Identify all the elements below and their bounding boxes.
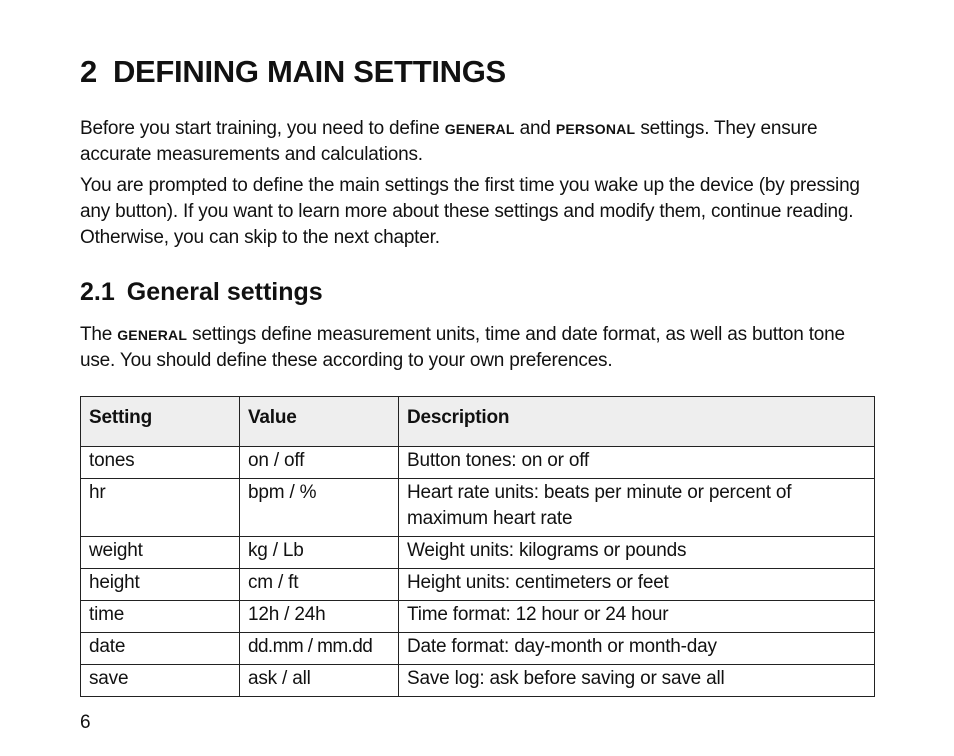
page-number: 6 (80, 712, 91, 733)
cell-description: Time format: 12 hour or 24 hour (399, 601, 875, 633)
cell-value: dd.mm / mm.dd (240, 633, 399, 665)
chapter-heading (80, 54, 506, 90)
section-number: 2.1 (80, 278, 115, 306)
cell-description: Heart rate units: beats per minute or percent of maximum heart rate (399, 479, 875, 537)
intro-text: and (514, 118, 556, 139)
section-paragraph (80, 322, 875, 374)
cell-setting: save (81, 665, 240, 697)
general-keyword: GENERAL (444, 121, 515, 137)
settings-table (80, 396, 875, 697)
table-row (81, 569, 875, 601)
table-row (81, 665, 875, 697)
table-row (81, 601, 875, 633)
table-header-row (81, 397, 875, 447)
chapter-title: DEFINING MAIN SETTINGS (112, 54, 506, 89)
header-value: Value (240, 397, 399, 447)
cell-description: Button tones: on or off (399, 447, 875, 479)
table-row (81, 447, 875, 479)
cell-setting: height (81, 569, 240, 601)
cell-setting: time (81, 601, 240, 633)
header-description: Description (399, 397, 875, 447)
personal-keyword: PERSONAL (555, 121, 636, 137)
cell-description: Save log: ask before saving or save all (399, 665, 875, 697)
cell-setting: hr (81, 479, 240, 537)
cell-setting: weight (81, 537, 240, 569)
intro-paragraph-2: You are prompted to define the main settings the first time you wake up the device (by pressing any button). If you want to learn more about these settings and modify them, continue reading. Otherwise, you can skip to the next chapter. (80, 175, 860, 248)
cell-description: Weight units: kilograms or pounds (399, 537, 875, 569)
intro-paragraph-1 (80, 116, 875, 168)
section-text: settings define measurement units, time and date format, as well as button tone use. You should define these according to your own preferences. (80, 324, 845, 371)
cell-value: 12h / 24h (240, 601, 399, 633)
intro-text: Before you start training, you need to define (80, 118, 445, 139)
section-heading (80, 278, 323, 307)
section-text: The (80, 324, 118, 345)
cell-value: on / off (240, 447, 399, 479)
cell-value: bpm / % (240, 479, 399, 537)
cell-setting: date (81, 633, 240, 665)
cell-value: ask / all (240, 665, 399, 697)
cell-description: Date format: day-month or month-day (399, 633, 875, 665)
cell-value: kg / Lb (240, 537, 399, 569)
chapter-number: 2 (80, 54, 97, 89)
cell-setting: tones (81, 447, 240, 479)
table-row (81, 479, 875, 537)
intro-text: settings. They ensure accurate measurements and calculations. (80, 118, 818, 165)
cell-value: cm / ft (240, 569, 399, 601)
general-keyword: GENERAL (117, 327, 188, 343)
header-setting: Setting (81, 397, 240, 447)
table-row (81, 537, 875, 569)
section-title: General settings (126, 278, 323, 306)
table-row (81, 633, 875, 665)
cell-description: Height units: centimeters or feet (399, 569, 875, 601)
